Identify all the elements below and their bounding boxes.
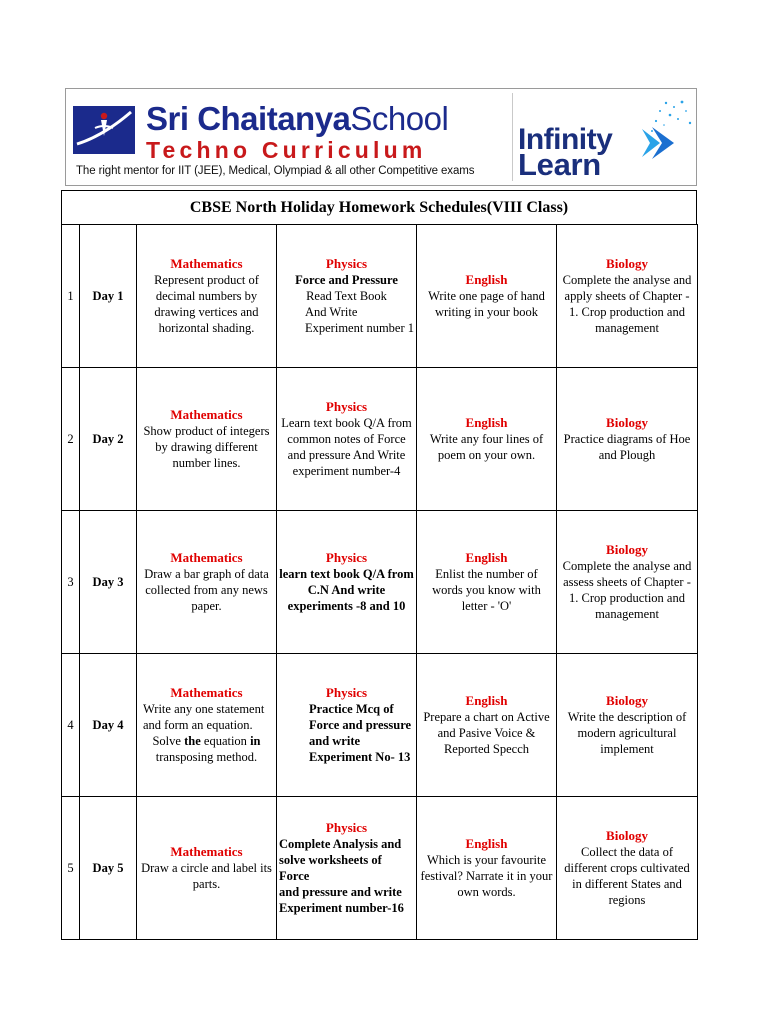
subject-label: English xyxy=(465,693,508,708)
table-row xyxy=(62,654,698,797)
english-cell xyxy=(417,368,557,511)
subject-label: Mathematics xyxy=(170,685,243,700)
subject-label: Biology xyxy=(606,256,648,271)
infinity-learn-arrow-icon xyxy=(626,97,697,179)
task-text: Draw a bar graph of data collected from any news paper. xyxy=(144,567,269,613)
infinity-learn-brand-line2: Learn xyxy=(518,147,601,182)
physics-cell xyxy=(277,654,417,797)
task-text xyxy=(139,733,274,749)
subject-label: Mathematics xyxy=(170,407,243,422)
task-text: Which is your favourite festival? Narrate it in your own words. xyxy=(420,853,553,899)
task-text: Represent product of decimal numbers by drawing vertices and horizontal shading. xyxy=(154,273,259,335)
math-cell xyxy=(137,368,277,511)
task-text: Force and pressure xyxy=(309,718,412,732)
day-label: Day 2 xyxy=(80,368,137,511)
english-cell xyxy=(417,797,557,940)
task-text: Draw a circle and label its parts. xyxy=(141,861,272,891)
subject-label: Physics xyxy=(325,820,368,835)
schedule-title: CBSE North Holiday Homework Schedules(VIII Class) xyxy=(61,190,697,225)
task-text: Complete Analysis and xyxy=(279,837,402,851)
task-text: and pressure and write xyxy=(279,885,402,899)
biology-cell xyxy=(557,225,698,368)
task-text: Write the description of modern agricultural implement xyxy=(567,710,687,756)
task-text-bold: in xyxy=(250,734,261,748)
day-label: Day 3 xyxy=(80,511,137,654)
biology-cell xyxy=(557,511,698,654)
row-number: 2 xyxy=(62,368,80,511)
physics-cell xyxy=(277,225,417,368)
task-text: and form an equation. xyxy=(143,718,253,732)
task-text-part: equation xyxy=(200,734,251,748)
task-text: Experiment number 1 xyxy=(305,321,414,335)
row-number: 1 xyxy=(62,225,80,368)
infinity-learn-brand-line1: Infinity xyxy=(518,123,613,156)
school-name xyxy=(146,102,448,135)
task-text: Practice diagrams of Hoe and Plough xyxy=(563,432,691,462)
task-text: Experiment number-16 xyxy=(279,901,404,915)
subject-label: English xyxy=(465,272,508,287)
task-text-bold: the xyxy=(184,734,201,748)
subject-label: Physics xyxy=(325,256,368,271)
task-text: Experiment No- 13 xyxy=(309,750,411,764)
subject-label: Biology xyxy=(606,542,648,557)
task-text: And Write xyxy=(305,305,358,319)
task-text-part: Solve xyxy=(152,734,185,748)
english-cell xyxy=(417,511,557,654)
physics-cell xyxy=(277,797,417,940)
task-text: Learn text book Q/A from common notes of Force and pressure And Write experiment number-4 xyxy=(281,416,412,478)
english-cell xyxy=(417,654,557,797)
math-cell xyxy=(137,225,277,368)
table-row xyxy=(62,225,698,368)
row-number: 3 xyxy=(62,511,80,654)
table-row xyxy=(62,368,698,511)
biology-cell xyxy=(557,797,698,940)
physics-cell xyxy=(277,511,417,654)
task-text: Prepare a chart on Active and Pasive Voice & Reported Specch xyxy=(423,710,550,756)
banner-tagline: The right mentor for IIT (JEE), Medical, Olympiad & all other Competitive exams xyxy=(76,165,475,177)
task-text: Read Text Book xyxy=(306,289,387,303)
task-text: Force and Pressure xyxy=(295,273,398,287)
task-text: Complete the analyse and apply sheets of Chapter - 1. Crop production and management xyxy=(562,273,692,335)
subject-label: English xyxy=(465,415,508,430)
row-number: 4 xyxy=(62,654,80,797)
homework-schedule-table xyxy=(61,224,698,940)
task-text: solve worksheets of Force xyxy=(279,853,382,883)
day-label: Day 5 xyxy=(80,797,137,940)
table-row xyxy=(62,797,698,940)
biology-cell xyxy=(557,654,698,797)
math-cell xyxy=(137,797,277,940)
sri-chaitanya-logo-icon xyxy=(73,106,135,154)
subject-label: Physics xyxy=(325,550,368,565)
task-text: and write xyxy=(309,734,361,748)
subject-label: Physics xyxy=(325,685,368,700)
biology-cell xyxy=(557,368,698,511)
subject-label: Biology xyxy=(606,415,648,430)
task-text: transposing method. xyxy=(155,750,258,764)
school-name-regular: School xyxy=(350,100,449,137)
task-text: Write one page of hand writing in your book xyxy=(428,289,545,319)
task-text: learn text book Q/A from C.N And write experiments -8 and 10 xyxy=(279,567,414,613)
subject-label: Biology xyxy=(606,693,648,708)
task-text: Write any one statement xyxy=(143,702,265,716)
task-text: Write any four lines of poem on your own. xyxy=(429,432,544,462)
task-text: Complete the analyse and assess sheets of Chapter - 1. Crop production and management xyxy=(562,559,692,621)
physics-cell xyxy=(277,368,417,511)
subject-label: Mathematics xyxy=(170,844,243,859)
table-row xyxy=(62,511,698,654)
school-banner xyxy=(65,88,697,186)
school-name-bold: Sri Chaitanya xyxy=(146,100,351,137)
task-text: Practice Mcq of xyxy=(309,702,394,716)
subject-label: Biology xyxy=(606,828,648,843)
subject-label: Physics xyxy=(325,399,368,414)
subject-label: Mathematics xyxy=(170,550,243,565)
subject-label: English xyxy=(465,836,508,851)
banner-divider xyxy=(512,93,513,181)
day-label: Day 1 xyxy=(80,225,137,368)
subject-label: English xyxy=(465,550,508,565)
day-label: Day 4 xyxy=(80,654,137,797)
subject-label: Mathematics xyxy=(170,256,243,271)
task-text: Enlist the number of words you know with letter - 'O' xyxy=(432,567,541,613)
task-text: Collect the data of different crops cultivated in different States and regions xyxy=(564,845,690,907)
english-cell xyxy=(417,225,557,368)
curriculum-title: Techno Curriculum xyxy=(146,137,427,163)
math-cell xyxy=(137,511,277,654)
math-cell xyxy=(137,654,277,797)
task-text: Show product of integers by drawing different number lines. xyxy=(143,424,270,470)
row-number: 5 xyxy=(62,797,80,940)
